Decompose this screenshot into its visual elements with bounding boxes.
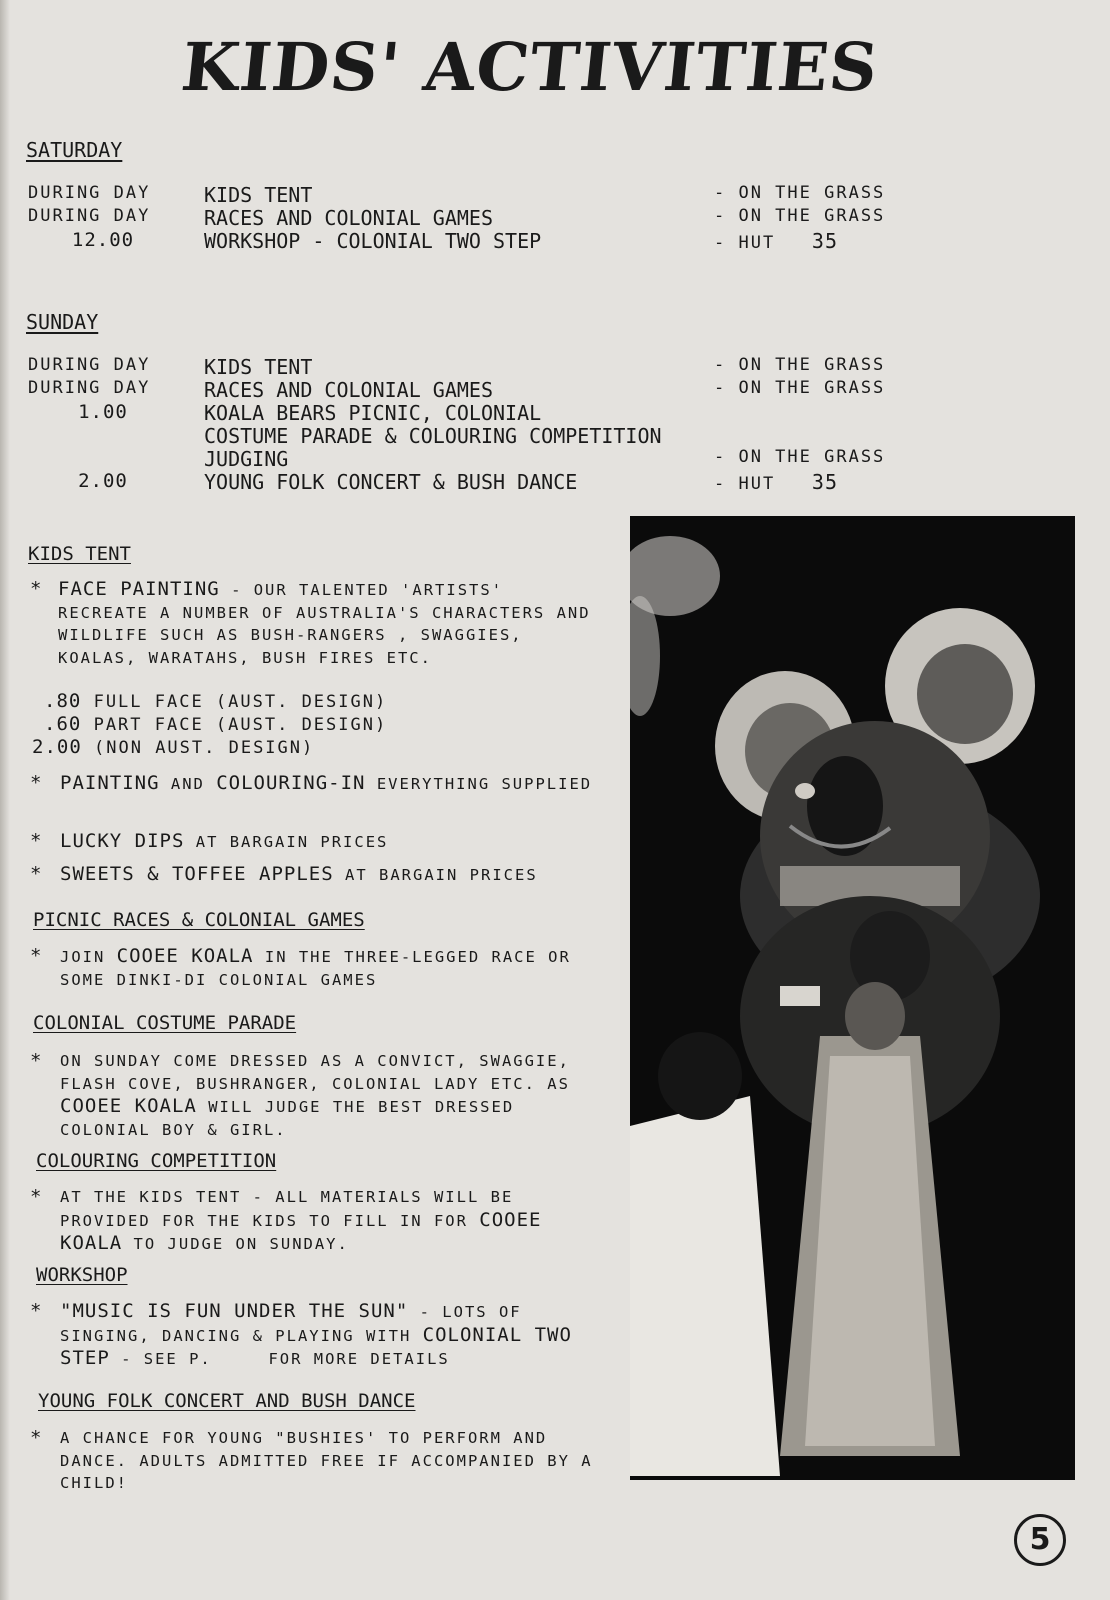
schedule-row (0, 229, 1060, 252)
schedule-location (714, 470, 838, 494)
item-text: AND (170, 775, 205, 793)
schedule-activity: KOALA BEARS PICNIC, COLONIAL (204, 401, 542, 425)
price-line (44, 690, 387, 714)
item-text: A CHANCE FOR YOUNG "BUSHIES' TO PERFORM AND DANCE. ADULTS ADMITTED FREE IF ACCOMPANIED BY A CHILD! (60, 1429, 593, 1492)
item-text: ON SUNDAY COME DRESSED AS A CONVICT, SWAGGIE, FLASH COVE, BUSHRANGER, COLONIAL LADY ETC. AS (60, 1052, 570, 1093)
schedule-row (0, 470, 1060, 493)
cooee-koala-name: COOEE KOALA (116, 945, 254, 967)
sweets-item (30, 863, 615, 887)
workshop-quote: "MUSIC IS FUN UNDER THE SUN" (60, 1300, 409, 1322)
schedule-location (714, 229, 838, 253)
schedule-location: - ON THE GRASS (714, 447, 886, 467)
item-text: AT BARGAIN PRICES (345, 866, 538, 884)
schedule-activity: RACES AND COLONIAL GAMES (204, 206, 493, 230)
item-text: - LOTS OF SINGING, DANCING & PLAYING WITH (60, 1303, 522, 1345)
item-text: TO JUDGE ON SUNDAY. (133, 1235, 349, 1253)
schedule-time: 2.00 (78, 470, 128, 492)
schedule-row (0, 206, 1060, 229)
schedule-activity: COSTUME PARADE & COLOURING COMPETITION (204, 424, 662, 448)
picnic-item (30, 945, 590, 991)
item-text: EVERYTHING SUPPLIED (376, 775, 593, 793)
schedule-activity: RACES AND COLONIAL GAMES (204, 378, 493, 402)
koala-photo-illustration (630, 516, 1075, 1480)
bullet-asterisk: * (30, 1300, 44, 1322)
price-amount: .60 (44, 713, 82, 735)
item-text: FOR MORE DETAILS (268, 1350, 450, 1368)
item-lead: COLOURING-IN (216, 772, 366, 794)
schedule-location: - ON THE GRASS (714, 355, 886, 375)
bullet-asterisk: * (30, 1186, 44, 1208)
schedule-row (0, 355, 1060, 378)
schedule-row (0, 447, 1060, 470)
schedule-location: - ON THE GRASS (714, 378, 886, 398)
sunday-heading: SUNDAY (26, 310, 99, 334)
price-amount: 2.00 (32, 736, 82, 758)
item-lead: PAINTING (60, 772, 160, 794)
price-amount: .80 (44, 690, 82, 712)
koala-mascot-photo (630, 516, 1075, 1480)
location-label: - HUT (714, 474, 776, 494)
bullet-asterisk: * (30, 1427, 44, 1449)
parade-item (30, 1050, 615, 1141)
price-desc: PART FACE (AUST. DESIGN) (93, 715, 388, 735)
item-lead: COLONIAL TWO STEP (60, 1323, 572, 1369)
price-desc: (NON AUST. DESIGN) (94, 738, 315, 758)
schedule-activity: JUDGING (204, 447, 289, 471)
price-desc: FULL FACE (AUST. DESIGN) (93, 692, 388, 712)
schedule-row (0, 183, 1060, 206)
page-number: 5 (1014, 1514, 1066, 1566)
schedule-time: DURING DAY (28, 206, 151, 226)
hut-number: 35 (811, 229, 838, 253)
schedule-row (0, 424, 1060, 447)
schedule-location: - ON THE GRASS (714, 183, 886, 203)
schedule-row (0, 378, 1060, 401)
schedule-time: 12.00 (71, 229, 135, 251)
painting-item (30, 772, 600, 796)
workshop-item (30, 1300, 610, 1371)
schedule-time: DURING DAY (28, 183, 151, 203)
page-title: KIDS' ACTIVITIES (177, 28, 883, 106)
schedule-time: 1.00 (78, 401, 128, 423)
item-lead: SWEETS & TOFFEE APPLES (60, 863, 334, 885)
face-painting-item (30, 578, 600, 669)
item-text: IN THE THREE-LEGGED RACE OR SOME DINKI-DI COLONIAL GAMES (60, 948, 571, 989)
cooee-koala-name: COOEE KOALA (60, 1208, 542, 1254)
bullet-asterisk: * (30, 863, 44, 885)
concert-heading: YOUNG FOLK CONCERT AND BUSH DANCE (38, 1390, 416, 1412)
item-text: WILL JUDGE THE BEST DRESSED COLONIAL BOY & GIRL. (60, 1098, 515, 1139)
schedule-location: - ON THE GRASS (714, 206, 886, 226)
item-text: AT BARGAIN PRICES (195, 833, 389, 851)
bullet-asterisk: * (30, 945, 44, 967)
item-text: AT THE KIDS TENT - ALL MATERIALS WILL BE PROVIDED FOR THE KIDS TO FILL IN FOR (60, 1188, 514, 1230)
item-lead: LUCKY DIPS (60, 830, 185, 852)
colouring-item (30, 1186, 605, 1256)
item-lead: FACE PAINTING (58, 578, 220, 600)
price-line (32, 736, 314, 760)
saturday-heading: SATURDAY (26, 138, 123, 162)
price-line (44, 713, 387, 737)
parade-heading: COLONIAL COSTUME PARADE (33, 1012, 297, 1034)
schedule-activity: WORKSHOP - COLONIAL TWO STEP (204, 229, 542, 253)
cooee-koala-name: COOEE KOALA (60, 1095, 197, 1117)
schedule-time: DURING DAY (28, 378, 151, 398)
bullet-asterisk: * (30, 578, 44, 600)
location-label: - HUT (714, 233, 776, 253)
concert-item (30, 1427, 620, 1495)
colouring-heading: COLOURING COMPETITION (36, 1150, 277, 1172)
item-text: - SEE P. (121, 1350, 212, 1368)
lucky-dips-item (30, 830, 615, 854)
schedule-activity: YOUNG FOLK CONCERT & BUSH DANCE (204, 470, 578, 494)
schedule-time: DURING DAY (28, 355, 151, 375)
item-text: JOIN (60, 948, 106, 966)
bullet-asterisk: * (30, 1050, 44, 1072)
bullet-asterisk: * (30, 772, 44, 794)
hut-number: 35 (811, 470, 838, 494)
bullet-asterisk: * (30, 830, 44, 852)
schedule-activity: KIDS TENT (204, 183, 313, 207)
schedule-activity: KIDS TENT (204, 355, 313, 379)
schedule-row (0, 401, 1060, 424)
kids-tent-heading: KIDS TENT (28, 543, 131, 565)
item-text: - OUR TALENTED 'ARTISTS' RECREATE A NUMBER OF AUSTRALIA'S CHARACTERS AND WILDLIFE SUCH AS BUSH-RANGERS , SWAGGIES, KOALAS, WARATAHS, BUSH FIRES ETC. (58, 581, 591, 667)
picnic-heading: PICNIC RACES & COLONIAL GAMES (33, 909, 365, 931)
workshop-heading: WORKSHOP (36, 1264, 128, 1286)
